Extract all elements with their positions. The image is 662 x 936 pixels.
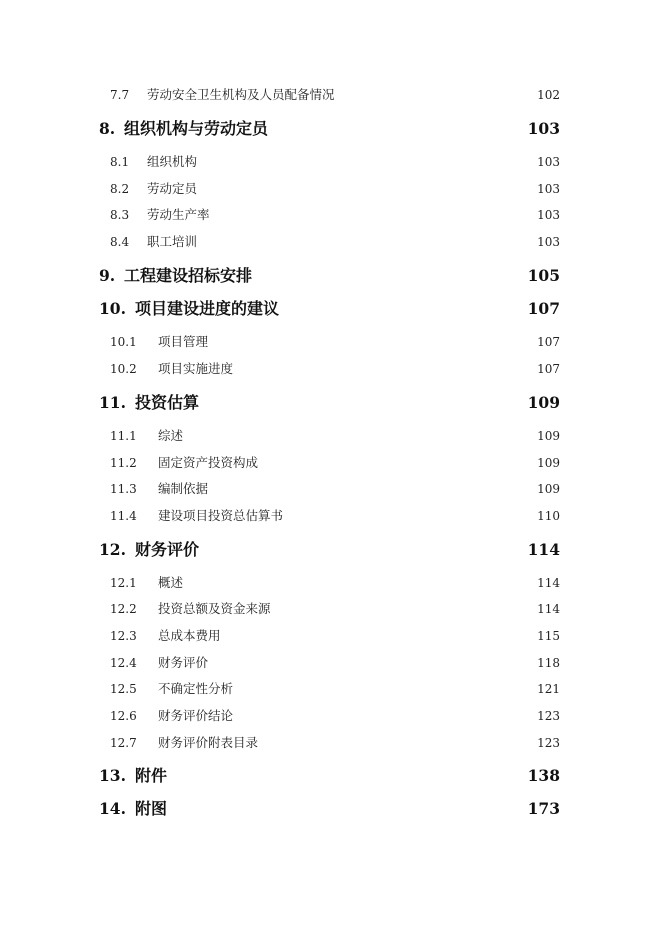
- toc-entry-page: 123: [537, 736, 560, 750]
- toc-entry-title: 编制依据: [158, 481, 209, 496]
- toc-entry-page: 114: [537, 602, 560, 616]
- toc-entry-title: 财务评价结论: [158, 708, 234, 723]
- toc-entry-11-3[interactable]: [0, 483, 662, 507]
- toc-entry-title: 建设项目投资总估算书: [158, 508, 284, 523]
- toc-entry-12-6[interactable]: [0, 710, 662, 734]
- toc-entry-12-1[interactable]: [0, 577, 662, 601]
- toc-entry-11-1[interactable]: [0, 430, 662, 454]
- toc-entry-12-7[interactable]: [0, 737, 662, 761]
- toc-entry-number: 8.2: [110, 182, 130, 196]
- toc-entry-number: 12.1: [110, 576, 137, 590]
- toc-chapter-11[interactable]: [0, 395, 662, 419]
- toc-chapter-title: 附图: [135, 799, 168, 818]
- toc-entry-number: 8.4: [110, 235, 130, 249]
- toc-chapter-number: 12.: [99, 540, 126, 559]
- toc-entry-page: 109: [537, 429, 560, 443]
- toc-entry-page: 115: [537, 629, 560, 643]
- toc-chapter-8[interactable]: [0, 121, 662, 145]
- toc-entry-title: 组织机构: [147, 154, 198, 169]
- toc-entry-number: 11.4: [110, 509, 137, 523]
- toc-entry-11-2[interactable]: [0, 457, 662, 481]
- toc-entry-number: 11.3: [110, 482, 137, 496]
- toc-entry-page: 121: [537, 682, 560, 696]
- toc-entry-page: 107: [537, 335, 560, 349]
- toc-chapter-page: 114: [527, 540, 560, 559]
- toc-entry-number: 12.3: [110, 629, 137, 643]
- toc-chapter-number: 9.: [99, 266, 116, 285]
- toc-entry-title: 项目管理: [158, 334, 209, 349]
- toc-entry-page: 107: [537, 362, 560, 376]
- toc-entry-number: 10.1: [110, 335, 137, 349]
- toc-chapter-page: 109: [527, 393, 560, 412]
- toc-entry-8-4[interactable]: [0, 236, 662, 260]
- toc-entry-10-1[interactable]: [0, 336, 662, 360]
- toc-entry-page: 114: [537, 576, 560, 590]
- toc-chapter-title: 投资估算: [135, 393, 200, 412]
- toc-entry-page: 123: [537, 709, 560, 723]
- toc-chapter-title: 工程建设招标安排: [124, 266, 253, 285]
- toc-entry-title: 劳动生产率: [147, 207, 210, 222]
- toc-entry-title: 概述: [158, 575, 184, 590]
- toc-entry-title: 财务评价: [158, 655, 209, 670]
- toc-chapter-page: 138: [527, 766, 560, 785]
- toc-entry-page: 110: [537, 509, 560, 523]
- toc-entry-7-7[interactable]: [0, 89, 662, 113]
- toc-entry-11-4[interactable]: [0, 510, 662, 534]
- toc-entry-title: 职工培训: [147, 234, 198, 249]
- toc-chapter-title: 组织机构与劳动定员: [124, 119, 269, 138]
- toc-chapter-number: 8.: [99, 119, 116, 138]
- toc-entry-number: 12.7: [110, 736, 137, 750]
- toc-entry-number: 12.4: [110, 656, 137, 670]
- toc-entry-number: 12.6: [110, 709, 137, 723]
- toc-entry-10-2[interactable]: [0, 363, 662, 387]
- toc-entry-8-1[interactable]: [0, 156, 662, 180]
- toc-entry-page: 103: [537, 208, 560, 222]
- toc-chapter-page: 105: [527, 266, 560, 285]
- toc-chapter-number: 10.: [99, 299, 126, 318]
- toc-entry-number: 12.2: [110, 602, 137, 616]
- toc-entry-12-2[interactable]: [0, 603, 662, 627]
- toc-entry-title: 固定资产投资构成: [158, 455, 259, 470]
- toc-entry-page: 103: [537, 182, 560, 196]
- toc-entry-title: 综述: [158, 428, 184, 443]
- toc-entry-title: 总成本费用: [158, 628, 221, 643]
- toc-entry-number: 12.5: [110, 682, 137, 696]
- toc-entry-page: 102: [537, 88, 560, 102]
- toc-entry-page: 109: [537, 456, 560, 470]
- toc-entry-title: 财务评价附表目录: [158, 735, 259, 750]
- toc-entry-title: 劳动安全卫生机构及人员配备情况: [147, 87, 335, 102]
- toc-chapter-number: 11.: [99, 393, 126, 412]
- toc-entry-number: 7.7: [110, 88, 130, 102]
- toc-entry-12-5[interactable]: [0, 683, 662, 707]
- toc-entry-number: 8.1: [110, 155, 130, 169]
- toc-chapter-title: 附件: [135, 766, 168, 785]
- toc-entry-page: 103: [537, 235, 560, 249]
- toc-chapter-title: 项目建设进度的建议: [135, 299, 280, 318]
- toc-entry-title: 劳动定员: [147, 181, 198, 196]
- toc-chapter-12[interactable]: [0, 542, 662, 566]
- toc-entry-page: 103: [537, 155, 560, 169]
- toc-entry-title: 投资总额及资金来源: [158, 601, 271, 616]
- toc-chapter-9[interactable]: [0, 268, 662, 292]
- toc-entry-12-4[interactable]: [0, 657, 662, 681]
- toc-entry-number: 10.2: [110, 362, 137, 376]
- toc-chapter-title: 财务评价: [135, 540, 200, 559]
- toc-entry-title: 项目实施进度: [158, 361, 234, 376]
- toc-entry-number: 11.1: [110, 429, 137, 443]
- toc-chapter-number: 14.: [99, 799, 126, 818]
- toc-chapter-page: 103: [527, 119, 560, 138]
- toc-entry-8-3[interactable]: [0, 209, 662, 233]
- toc-entry-page: 109: [537, 482, 560, 496]
- toc-chapter-14[interactable]: [0, 801, 662, 825]
- toc-chapter-number: 13.: [99, 766, 126, 785]
- toc-chapter-page: 173: [527, 799, 560, 818]
- toc-entry-number: 11.2: [110, 456, 137, 470]
- toc-chapter-13[interactable]: [0, 768, 662, 792]
- toc-entry-12-3[interactable]: [0, 630, 662, 654]
- toc-entry-title: 不确定性分析: [158, 681, 234, 696]
- toc-entry-8-2[interactable]: [0, 183, 662, 207]
- toc-entry-page: 118: [537, 656, 560, 670]
- toc-chapter-10[interactable]: [0, 301, 662, 325]
- toc-entry-number: 8.3: [110, 208, 130, 222]
- toc-chapter-page: 107: [527, 299, 560, 318]
